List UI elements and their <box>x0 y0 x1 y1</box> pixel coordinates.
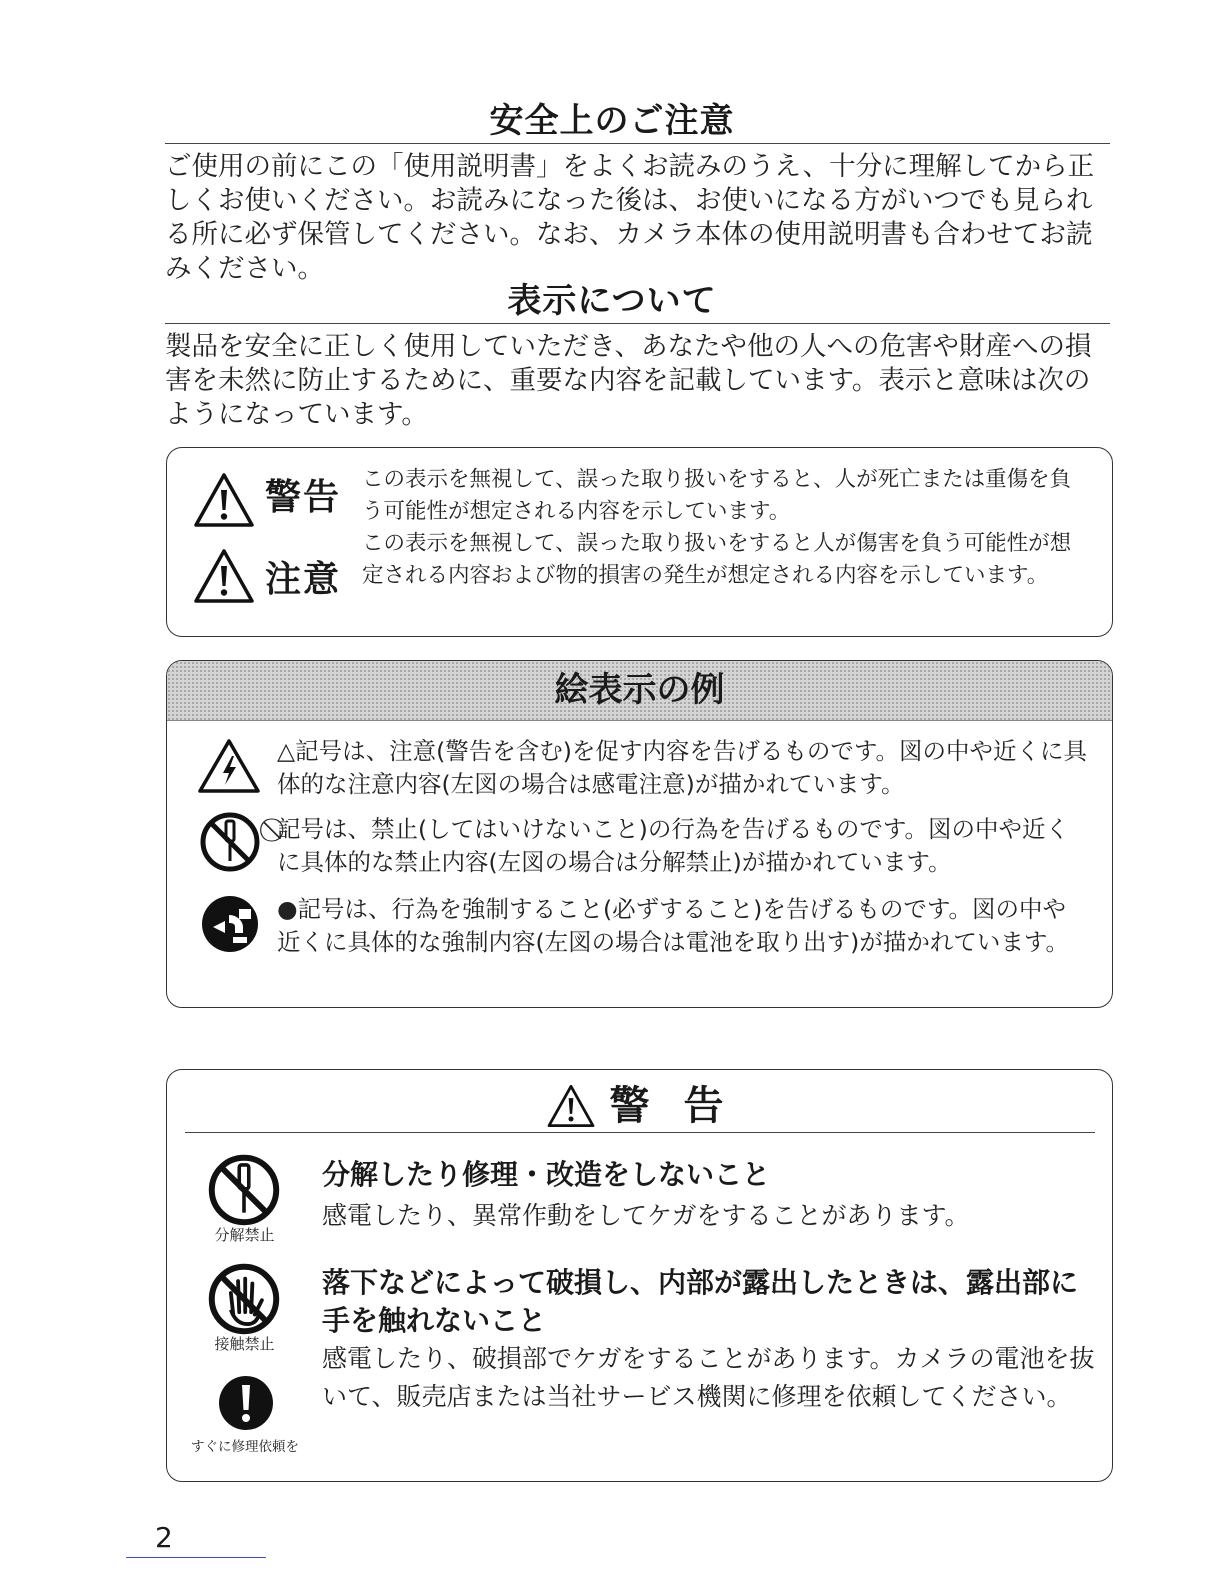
example-text-mandatory: ●記号は、行為を強制すること(必ずすること)を告げるものです。図の中や近くに具体的な強制内容(左図の場合は電池を取り出す)が描かれています。 <box>277 895 1069 956</box>
warning-triangle-icon <box>546 1084 596 1128</box>
no-disassembly-icon <box>199 811 261 873</box>
icon-caption-no-touch: 接触禁止 <box>214 1335 275 1353</box>
example-title: 絵表示の例 <box>554 670 725 710</box>
signal-text-caution: この表示を無視して、誤った取り扱いをすると人が傷害を負う可能性が想定される内容および物的損害の発生が想定される内容を示しています。 <box>362 531 1072 588</box>
warning-item-desc-disassembly: 感電したり、異常作動をしてケガをすることがあります。 <box>322 1201 970 1230</box>
exclamation-mandatory-icon <box>217 1374 275 1432</box>
example-text-caution: △記号は、注意(警告を含む)を促す内容を告げるものです。図の中や近くに具体的な注意内容(左図の場合は感電注意)が描かれています。 <box>277 737 1088 798</box>
page-number: 2 <box>155 1521 173 1554</box>
signal-word-caution: 注意 <box>265 559 342 600</box>
warning-triangle-icon <box>193 472 255 528</box>
intro-paragraph: ご使用の前にこの「使用説明書」をよくお読みのうえ、十分に理解してから正しくお使いください。お読みになった後は、お使いになる方がいつでも見られる所に必ず保管してください。なお、カメラ本体の使用説明書も合わせてお読みください。 <box>165 151 1095 284</box>
warning-item-title-disassembly: 分解したり修理・改造をしないこと <box>322 1158 771 1191</box>
pictograph-example-box <box>166 660 1113 1008</box>
page-title: 安全上のご注意 <box>489 101 735 141</box>
section-rule <box>165 323 1110 324</box>
warning-rule <box>185 1132 1095 1133</box>
warning-title: 警 告 <box>609 1083 734 1129</box>
warning-header <box>167 1082 1112 1132</box>
example-text-prohibited: ⃠記号は、禁止(してはいけないこと)の行為を告げるものです。図の中や近くに具体的な禁止内容(左図の場合は分解禁止)が描かれています。 <box>277 815 1069 876</box>
warning-box <box>166 1069 1113 1482</box>
no-disassembly-icon <box>207 1153 281 1227</box>
title-rule <box>165 143 1110 144</box>
caution-triangle-icon <box>193 548 255 604</box>
warning-item-desc-exposed: 感電したり、破損部でケガをすることがあります。カメラの電池を抜いて、販売店または当社サービス機関に修理を依頼してください。 <box>322 1344 1095 1411</box>
footer-link-underline <box>126 1557 266 1558</box>
icon-caption-repair-request: すぐに修理依頼を <box>191 1439 299 1455</box>
icon-caption-no-disassembly: 分解禁止 <box>214 1226 275 1244</box>
remove-battery-icon <box>199 893 261 955</box>
section-title-display: 表示について <box>507 281 717 321</box>
signal-text-warning: この表示を無視して、誤った取り扱いをすると、人が死亡または重傷を負う可能性が想定される内容を示しています。 <box>362 467 1072 524</box>
signal-word-box <box>166 447 1113 637</box>
no-touch-icon <box>207 1262 281 1336</box>
display-paragraph: 製品を安全に正しく使用していただき、あなたや他の人への危害や財産への損害を未然に防止するために、重要な内容を記載しています。表示と意味は次のようになっています。 <box>165 331 1092 430</box>
warning-item-title-exposed: 落下などによって破損し、内部が露出したときは、露出部に手を触れないこと <box>322 1266 1079 1337</box>
signal-word-warning: 警告 <box>265 477 342 518</box>
electric-shock-triangle-icon <box>197 738 261 794</box>
